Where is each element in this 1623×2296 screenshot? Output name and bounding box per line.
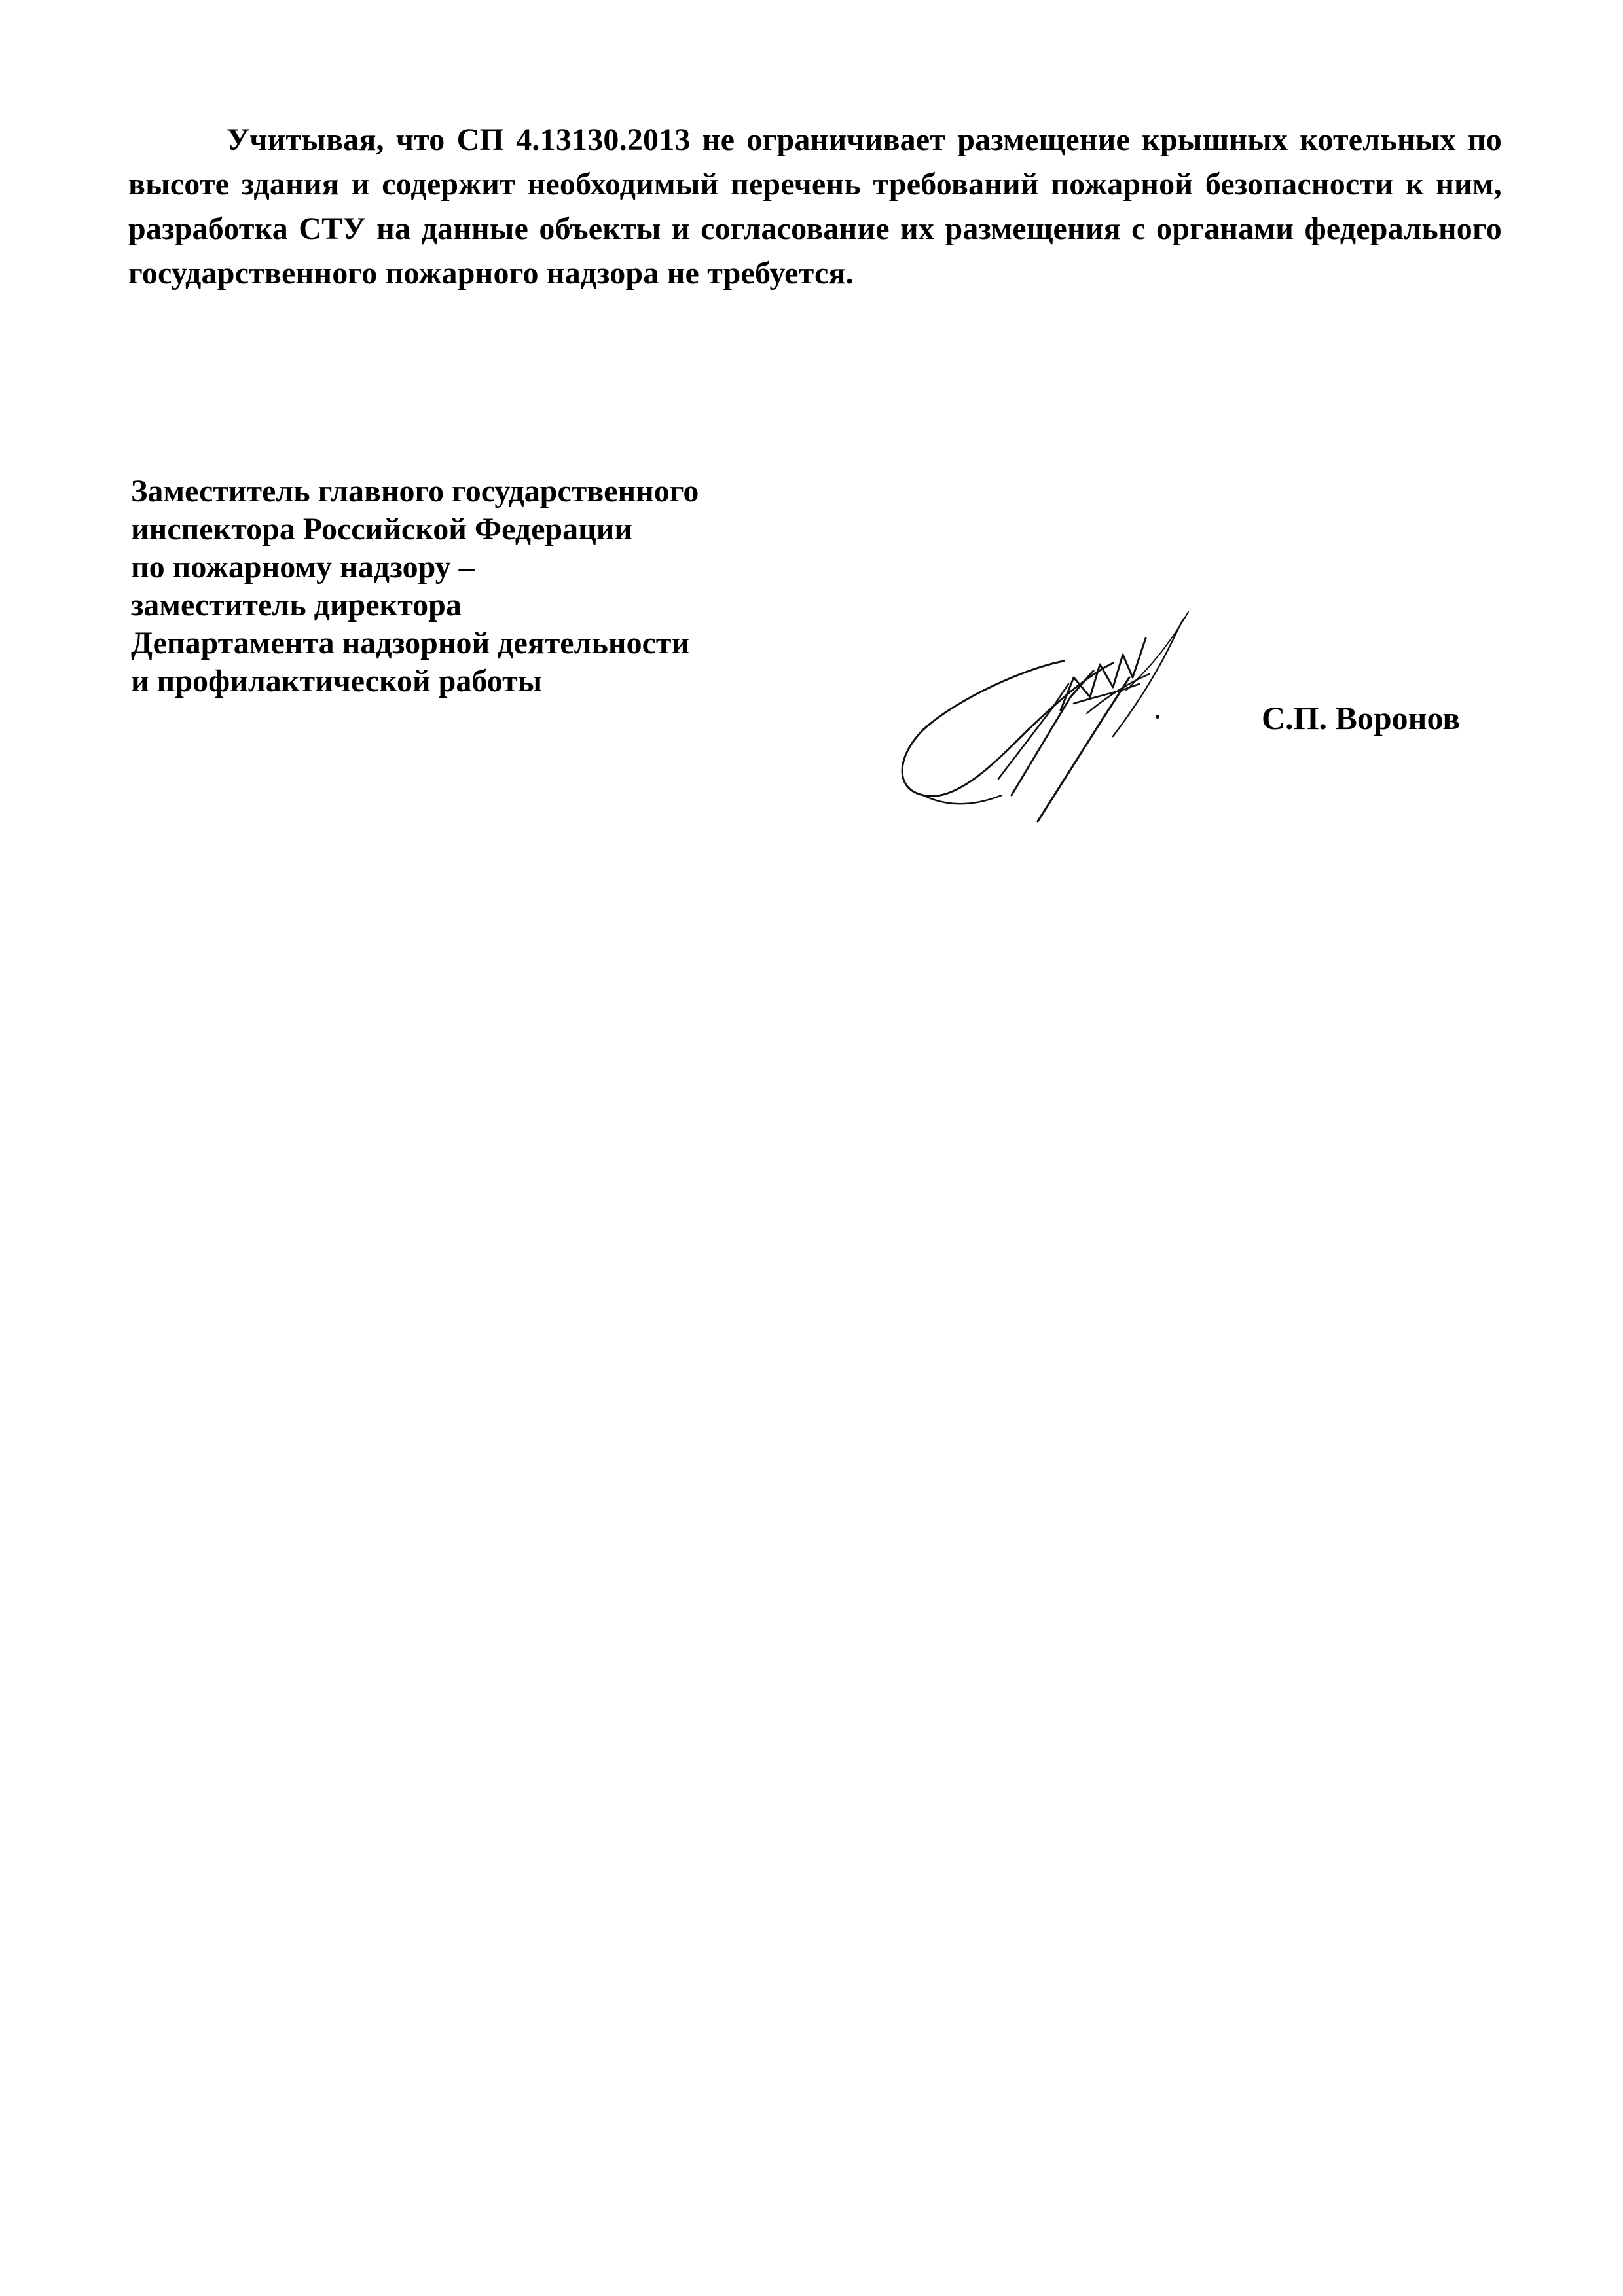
signatory-title-line: инспектора Российской Федерации: [131, 512, 633, 547]
signatory-title-line: и профилактической работы: [131, 664, 543, 698]
handwritten-signature-icon: [897, 599, 1211, 848]
signer-name: С.П. Воронов: [1262, 700, 1461, 736]
signatory-title-block: [131, 473, 917, 700]
signatory-title-line: заместитель директора: [131, 588, 462, 622]
signatory-title-line: Департамента надзорной деятельности: [131, 626, 690, 660]
body-paragraph: Учитывая, что СП 4.13130.2013 не ограничивает размещение крышных котельных по высоте здания и содержит необходимый перечень требований пожарной безопасности к ним, разработка СТУ на данные объекты и согласование их размещения с органами федерального государственного пожарного надзора не требуется.: [128, 122, 1502, 291]
signatory-title-line: Заместитель главного государственного: [131, 474, 699, 509]
signatory-title-line: по пожарному надзору –: [131, 550, 475, 584]
